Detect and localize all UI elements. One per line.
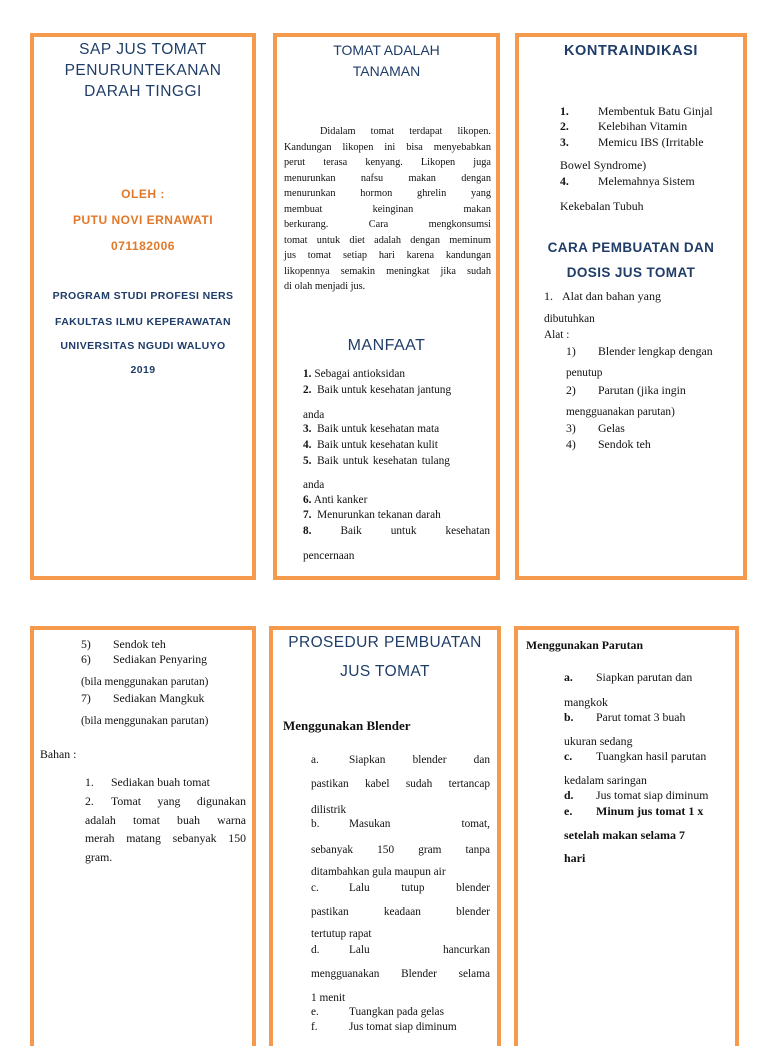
alat-item-cont: penutup <box>566 367 603 379</box>
kontra-item-cont: Bowel Syndrome) <box>560 158 647 172</box>
step-line: mengguanakan Blender selama <box>311 968 490 980</box>
panel-tomat-manfaat <box>273 33 500 580</box>
item-text: Baik untuk kesehatan jantung <box>317 384 452 396</box>
step-text: Siapkan parutan dan <box>596 670 693 684</box>
item-text: Blender lengkap dengan <box>598 344 713 358</box>
step-number: 1. <box>544 289 553 303</box>
item-text: Gelas <box>598 421 625 435</box>
bahan-line: gram. <box>85 849 113 864</box>
blender-subtitle: Menggunakan Blender <box>283 718 411 733</box>
item-text: Baik untuk kesehatan kulit <box>317 439 438 451</box>
alat-item <box>566 437 651 452</box>
item-text: Baik untuk kesehatan mata <box>317 423 440 435</box>
alat-item <box>81 652 207 667</box>
manfaat-item-cont: anda <box>303 479 325 491</box>
step-number: c. <box>564 749 573 763</box>
cover-faculty: FAKULTAS ILMU KEPERAWATAN <box>54 316 232 328</box>
alat-item-cont: mengguanakan parutan) <box>566 406 675 418</box>
item-text: Sendok teh <box>113 637 166 651</box>
cover-author: PUTU NOVI ERNAWATI <box>72 213 214 227</box>
parutan-step-cont: ukuran sedang <box>564 734 633 748</box>
alat-item-cont: (bila menggunakan parutan) <box>81 676 209 688</box>
item-number: 1) <box>566 344 576 358</box>
kontra-item-cont: Kekebalan Tubuh <box>560 199 644 213</box>
parutan-step-cont: hari <box>564 851 586 865</box>
manfaat-item-cont: pencernaan <box>303 550 355 562</box>
paragraph-line: tomat untuk diet adalah dengan meminum <box>284 234 491 246</box>
step-line: dilistrik <box>311 804 347 816</box>
step-line: pastikan kabel sudah tertancap <box>311 778 490 790</box>
alat-item <box>566 383 686 398</box>
cara-title-line-2: DOSIS JUS TOMAT <box>566 265 696 280</box>
parutan-step-cont: kedalam saringan <box>564 773 647 787</box>
parutan-step-cont: setelah makan selama 7 <box>564 828 685 842</box>
step-number: a. <box>564 670 573 684</box>
step-text: Lalu hancurkan <box>349 944 490 956</box>
step-number: c. <box>311 882 319 894</box>
item-number: 1. <box>303 368 312 380</box>
item-text: Sendok teh <box>598 437 651 451</box>
item-text: Melemahnya Sistem <box>598 174 695 188</box>
kontra-item <box>560 119 687 134</box>
step-line <box>311 882 490 906</box>
item-number: 6. <box>303 494 312 506</box>
step-text: Minum jus tomat 1 x <box>596 804 704 818</box>
step-text: Parut tomat 3 buah <box>596 710 686 724</box>
item-number: 1. <box>560 104 569 118</box>
bahan-line <box>85 792 246 811</box>
panel-cover <box>30 33 256 580</box>
item-text: Memicu IBS (Irritable <box>598 135 704 149</box>
step-text: Siapkan blender dan <box>349 754 490 766</box>
step-number: f. <box>311 1021 318 1033</box>
manfaat-item-cont: anda <box>303 409 325 421</box>
alat-item <box>81 637 166 652</box>
bahan-line: merah matang sebanyak 150 <box>85 831 246 845</box>
kontra-item <box>560 174 695 189</box>
cover-by-label: OLEH : <box>121 187 165 201</box>
item-number: 2) <box>566 383 576 397</box>
item-number: 3. <box>560 135 569 149</box>
step-line <box>311 1021 490 1036</box>
item-text: Menurunkan tekanan darah <box>317 509 441 521</box>
step-number: e. <box>311 1006 319 1018</box>
item-text: Baik untuk kesehatan tulang <box>317 455 450 467</box>
panel-prosedur-parutan <box>514 626 739 1046</box>
paragraph-line: likopennya semakin meningkat jika sudah <box>284 265 491 277</box>
item-number: 7) <box>81 691 91 705</box>
paragraph-line: menurunkan hormon ghrelin yang <box>284 188 491 199</box>
paragraph-line: di olah menjadi jus. <box>284 281 366 292</box>
tomat-paragraph <box>284 124 491 295</box>
prosedur-title-line-1: PROSEDUR PEMBUATAN <box>288 634 482 651</box>
item-number: 6) <box>81 652 91 666</box>
item-number: 4. <box>560 174 569 188</box>
parutan-title: Menggunakan Parutan <box>526 638 644 652</box>
cover-title-line-3: DARAH TINGGI <box>84 83 202 100</box>
item-number: 2. <box>303 384 312 396</box>
step-number: e. <box>564 804 573 818</box>
item-text: Membentuk Batu Ginjal <box>598 104 713 118</box>
item-number: 5) <box>81 637 91 651</box>
paragraph-line: Kandungan likopen ini bisa menyebabkan <box>284 141 491 153</box>
panel-kontraindikasi <box>515 33 747 580</box>
step-line: sebanyak 150 gram tanpa <box>311 844 490 856</box>
cover-year: 2019 <box>130 364 156 376</box>
item-number: 3) <box>566 421 576 435</box>
alat-item <box>81 691 204 706</box>
manfaat-item <box>303 525 490 537</box>
manfaat-item <box>303 494 367 506</box>
item-text: Kelebihan Vitamin <box>598 119 688 133</box>
step-text: Lalu tutup blender <box>349 882 490 894</box>
alat-item <box>566 421 625 436</box>
bahan-item-2 <box>85 792 246 866</box>
step-line: tertutup rapat <box>311 928 372 940</box>
item-text: Parutan (jika ingin <box>598 383 686 397</box>
alat-item-cont: (bila menggunakan parutan) <box>81 715 209 727</box>
parutan-step <box>564 749 706 764</box>
manfaat-item <box>303 423 439 435</box>
bahan-line: adalah tomat buah warna <box>85 812 246 827</box>
cara-title-line-1: CARA PEMBUATAN DAN <box>547 240 715 255</box>
manfaat-item <box>303 455 489 467</box>
parutan-step <box>564 670 692 685</box>
item-text: Tomat yang digunakan <box>111 794 246 808</box>
cover-university: UNIVERSITAS NGUDI WALUYO <box>60 340 226 352</box>
cover-title-line-1: SAP JUS TOMAT <box>79 41 207 58</box>
prosedur-title-line-2: JUS TOMAT <box>340 663 430 680</box>
cover-student-id: 071182006 <box>111 239 175 253</box>
alat-item <box>566 344 713 359</box>
bahan-item <box>85 775 210 790</box>
item-number: 1. <box>85 775 94 789</box>
step-line: 1 menit <box>311 992 346 1004</box>
paragraph-line: berkurang. Cara mengkonsumsi <box>284 219 491 230</box>
item-number: 8. <box>303 525 312 537</box>
cara-step-1-cont: dibutuhkan <box>544 313 595 325</box>
item-number: 7. <box>303 509 312 521</box>
paragraph-line: membuat keinginan makan <box>284 203 491 215</box>
parutan-step <box>564 804 703 819</box>
step-line: pastikan keadaan blender <box>311 906 490 918</box>
cover-program: PROGRAM STUDI PROFESI NERS <box>52 290 234 302</box>
tomat-title-line-1: TOMAT ADALAH <box>333 42 440 58</box>
step-text: Jus tomat siap diminum <box>349 1021 457 1033</box>
step-number: d. <box>564 788 574 802</box>
step-number: d. <box>311 944 320 956</box>
item-number: 4) <box>566 437 576 451</box>
paragraph-line: jus tomat setiap hari karena kandungan <box>284 250 491 261</box>
panel-prosedur-blender <box>269 626 501 1046</box>
bahan-label: Bahan : <box>40 747 77 761</box>
kontra-item <box>560 104 713 119</box>
panel-alat-bahan <box>30 626 256 1046</box>
step-number: b. <box>311 818 320 830</box>
manfaat-item <box>303 509 441 521</box>
item-text: Sebagai antioksidan <box>314 368 405 380</box>
item-text: Sediakan Mangkuk <box>113 691 205 705</box>
parutan-step <box>564 710 685 725</box>
parutan-step-cont: mangkok <box>564 695 608 709</box>
paragraph-line: Didalam tomat terdapat likopen. <box>320 126 491 137</box>
step-line <box>311 1006 490 1021</box>
step-text: Masukan tomat, <box>349 818 490 830</box>
paragraph-line: perut terasa kenyang. Likopen juga <box>284 157 491 168</box>
manfaat-title: MANFAAT <box>347 337 426 354</box>
step-text: Tuangkan pada gelas <box>349 1006 444 1018</box>
manfaat-item <box>303 368 405 380</box>
kontra-item <box>560 135 704 150</box>
item-number: 4. <box>303 439 312 451</box>
tomat-title-line-2: TANAMAN <box>352 63 421 79</box>
item-number: 3. <box>303 423 312 435</box>
step-line: ditambahkan gula maupun air <box>311 866 446 878</box>
item-text: Baik untuk kesehatan <box>340 525 490 537</box>
step-text: Alat dan bahan yang <box>562 289 661 303</box>
item-number: 5. <box>303 455 312 467</box>
item-text: Sediakan buah tomat <box>111 775 210 789</box>
step-text: Jus tomat siap diminum <box>596 788 709 802</box>
kontraindikasi-title: KONTRAINDIKASI <box>563 43 699 59</box>
item-number: 2. <box>85 794 94 808</box>
blender-steps <box>311 754 490 1036</box>
parutan-step <box>564 788 708 803</box>
manfaat-item <box>303 439 438 451</box>
step-line <box>311 754 490 778</box>
step-line <box>311 944 490 968</box>
step-text: Tuangkan hasil parutan <box>596 749 707 763</box>
paragraph-line: menurunkan nafsu makan dengan <box>284 172 491 184</box>
cover-title-line-2: PENURUNTEKANAN <box>64 62 222 79</box>
item-text: Sediakan Penyaring <box>113 652 208 666</box>
alat-label: Alat : <box>544 329 570 341</box>
step-number: b. <box>564 710 574 724</box>
cara-step-1 <box>544 289 661 304</box>
item-number: 2. <box>560 119 569 133</box>
step-line <box>311 818 490 844</box>
item-text: Anti kanker <box>313 494 368 506</box>
step-number: a. <box>311 754 319 766</box>
manfaat-item <box>303 384 451 396</box>
